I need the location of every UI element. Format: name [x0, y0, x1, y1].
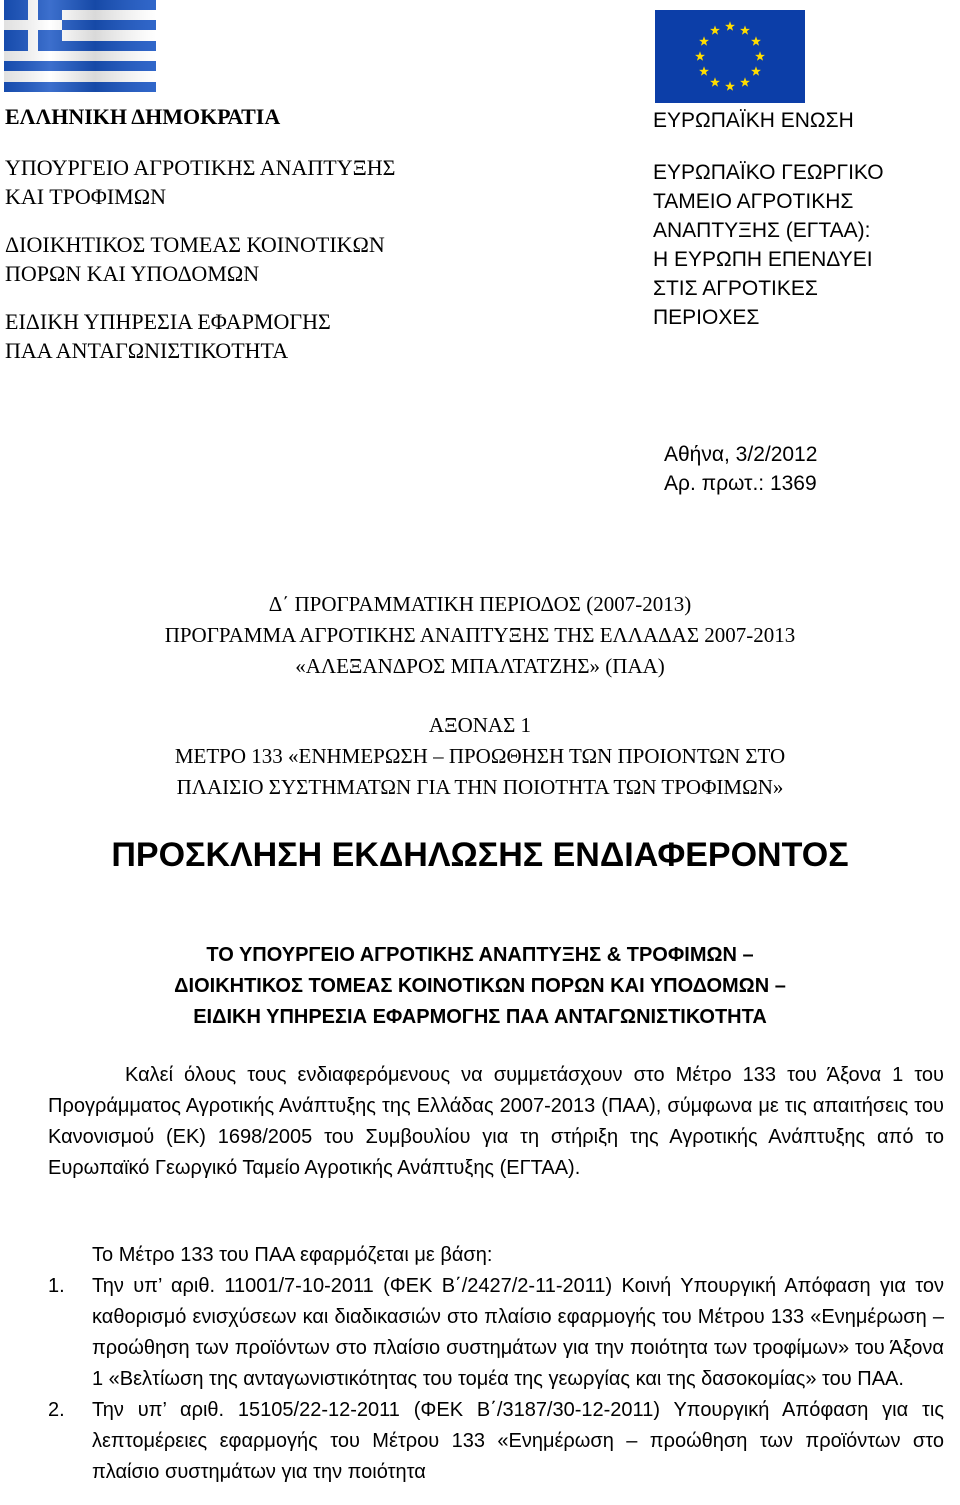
eu-block — [653, 106, 958, 332]
measure-heading: ΑΞΟΝΑΣ 1 ΜΕΤΡΟ 133 «ΕΝΗΜΕΡΩΣΗ – ΠΡΟΩΘΗΣΗ ΤΩΝ ΠΡΟΙΟΝΤΩΝ ΣΤΟ ΠΛΑΙΣΙΟ ΣΥΣΤΗΜΑΤΩΝ ΓΙΑ ΤΗΝ ΠΟΙΟΤΗΤΑ ΤΩΝ ΤΡΟΦΙΜΩΝ» — [174, 713, 786, 799]
document-date: Αθήνα, 3/2/2012 — [664, 443, 818, 466]
list-number: 1. — [48, 1275, 65, 1297]
sector-name: ΔΙΟΙΚΗΤΙΚΟΣ ΤΟΜΕΑΣ ΚΟΙΝΟΤΙΚΩΝ ΠΟΡΩΝ ΚΑΙ ΥΠΟΔΟΜΩΝ — [5, 232, 385, 286]
invitation-paragraph: Καλεί όλους τους ενδιαφερόμενους να συμμετάσχουν στο Μέτρο 133 του Άξονα 1 του Προγράμματος Αγροτικής Ανάπτυξης της Ελλάδας 2007-2013 (ΠΑΑ), σύμφωνα με τις απαιτήσεις του Κανονισμού (ΕΚ) 1698/2005 του Συμβουλίου για τη στήριξη της Αγροτικής Ανάπτυξης από το Ευρωπαϊκό Γεωργικό Ταμείο Αγροτικής Ανάπτυξης (ΕΓΤΑΑ). — [48, 1064, 944, 1179]
list-text: Την υπ’ αριθ. 11001/7-10-2011 (ΦΕΚ Β΄/2427/2-11-2011) Κοινή Υπουργική Απόφαση για τον καθορισμό ενισχύσεων και διαδικασιών στο πλαίσιο εφαρμογής του Μέτρου 133 «Ενημέρωση – προώθηση των προϊόντων στο πλαίσιο συστημάτων για την ποιότητα των τροφίμων» του Άξονα 1 «Βελτίωση της ανταγωνιστικότητας του τομέα της γεωργίας και της δασοκομίας» του ΠΑΑ. — [92, 1275, 944, 1390]
list-text: Την υπ’ αριθ. 15105/22-12-2011 (ΦΕΚ Β΄/3187/30-12-2011) Υπουργική Απόφαση για τις λεπτομέρειες εφαρμογής του Μέτρου 133 «Ενημέρωση – προώθηση των προϊόντων στο πλαίσιο συστημάτων για την ποιότητα — [92, 1399, 944, 1483]
legal-basis-list — [48, 1271, 944, 1488]
eu-title: ΕΥΡΩΠΑΪΚΗ ΕΝΩΣΗ — [653, 109, 854, 132]
list-item — [48, 1271, 944, 1395]
protocol-number: Αρ. πρωτ.: 1369 — [664, 472, 817, 495]
greek-flag-icon — [4, 0, 156, 92]
list-item — [48, 1395, 944, 1488]
basis-intro: Το Μέτρο 133 του ΠΑΑ εφαρμόζεται με βάση: — [92, 1244, 493, 1266]
eu-flag-icon — [655, 10, 805, 103]
issuer-block — [5, 102, 565, 384]
document-meta — [664, 440, 817, 498]
call-title: ΠΡΟΣΚΛΗΣΗ ΕΚΔΗΛΩΣΗΣ ΕΝΔΙΑΦΕΡΟΝΤΟΣ — [111, 836, 849, 874]
republic-title: ΕΛΛΗΝΙΚΗ ΔΗΜΟΚΡΑΤΙΑ — [5, 104, 281, 129]
ministry-name: ΥΠΟΥΡΓΕΙΟ ΑΓΡΟΤΙΚΗΣ ΑΝΑΠΤΥΞΗΣ ΚΑΙ ΤΡΟΦΙΜΩΝ — [5, 155, 396, 209]
authority-heading: ΤΟ ΥΠΟΥΡΓΕΙΟ ΑΓΡΟΤΙΚΗΣ ΑΝΑΠΤΥΞΗΣ & ΤΡΟΦΙΜΩΝ – ΔΙΟΙΚΗΤΙΚΟΣ ΤΟΜΕΑΣ ΚΟΙΝΟΤΙΚΩΝ ΠΟΡΩΝ ΚΑΙ ΥΠΟΔΟΜΩΝ – ΕΙΔΙΚΗ ΥΠΗΡΕΣΙΑ ΕΦΑΡΜΟΓΗΣ ΠΑΑ ΑΝΤΑΓΩΝΙΣΤΙΚΟΤΗΤΑ — [174, 944, 786, 1028]
fund-slogan: ΕΥΡΩΠΑΪΚΟ ΓΕΩΡΓΙΚΟ ΤΑΜΕΙΟ ΑΓΡΟΤΙΚΗΣ ΑΝΑΠΤΥΞΗΣ (ΕΓΤΑΑ): Η ΕΥΡΩΠΗ ΕΠΕΝΔΥΕΙ ΣΤΙΣ ΑΓΡΟΤΙΚΕΣ ΠΕΡΙΟΧΕΣ — [653, 161, 884, 329]
service-name: ΕΙΔΙΚΗ ΥΠΗΡΕΣΙΑ ΕΦΑΡΜΟΓΗΣ ΠΑΑ ΑΝΤΑΓΩΝΙΣΤΙΚΟΤΗΤΑ — [5, 309, 331, 363]
programme-heading: Δ΄ ΠΡΟΓΡΑΜΜΑΤΙΚΗ ΠΕΡΙΟΔΟΣ (2007-2013) ΠΡΟΓΡΑΜΜΑ ΑΓΡΟΤΙΚΗΣ ΑΝΑΠΤΥΞΗΣ ΤΗΣ ΕΛΛΑΔΑΣ 2007-2013 «ΑΛΕΞΑΝΔΡΟΣ ΜΠΑΛΤΑΤΖΗΣ» (ΠΑΑ) — [164, 592, 796, 678]
list-number: 2. — [48, 1399, 65, 1421]
